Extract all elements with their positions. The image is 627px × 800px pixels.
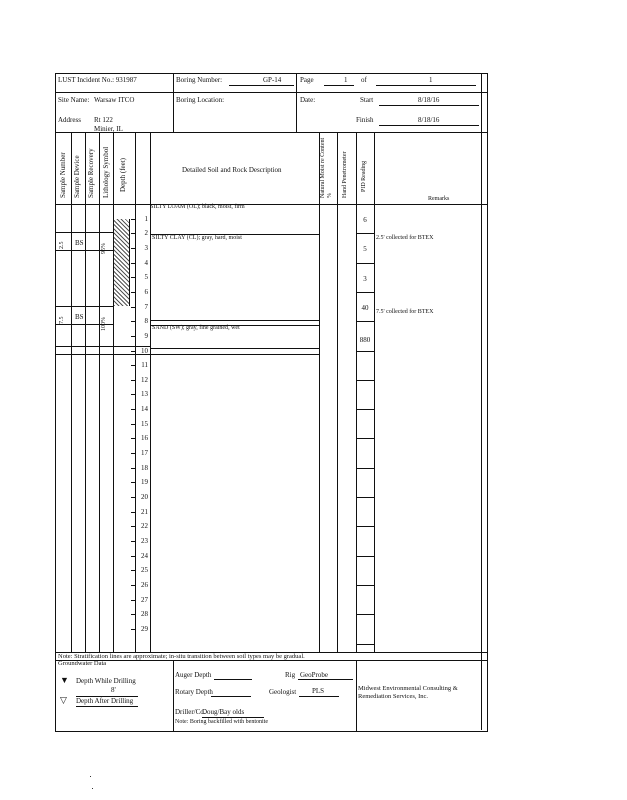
- pid-row-line: [356, 292, 374, 293]
- depth-number: 28: [141, 610, 148, 619]
- depth-tick: [131, 365, 135, 366]
- sample-zone-bottom-2: [56, 354, 150, 355]
- depth-tick: [131, 453, 135, 454]
- depth-number: 23: [141, 536, 148, 545]
- depth-while-drilling-value: 8': [111, 686, 116, 694]
- depth-number: 18: [141, 463, 148, 472]
- depth-number: 1: [144, 214, 148, 223]
- geologist-underline: [299, 696, 339, 697]
- geologist-label: Geologist: [269, 688, 297, 696]
- page-underline: [324, 85, 354, 86]
- boring-number: GP-14: [263, 76, 282, 84]
- pid-row-line: [356, 409, 374, 410]
- pid-row-line: [356, 614, 374, 615]
- site-name: Warsaw ITCO: [94, 96, 135, 104]
- boring-location-label: Boring Location:: [176, 96, 225, 104]
- depth-number: 8: [144, 317, 148, 326]
- boring-backfill-note: Note: Boring backfilled with bentonite: [175, 719, 268, 725]
- depth-number: 16: [141, 434, 148, 443]
- depth-number: 10: [141, 346, 148, 355]
- depth-number: 12: [141, 375, 148, 384]
- pid-row-line: [356, 380, 374, 381]
- depth-number: 17: [141, 449, 148, 458]
- depth-number: 21: [141, 507, 148, 516]
- depth-while-drilling-label: Depth While Drilling: [76, 677, 136, 685]
- depth-tick: [131, 556, 135, 557]
- layer-3-description: SAND (SW); gray, fine grained, wet: [152, 325, 240, 331]
- depth-after-drilling-label: Depth After Drilling: [76, 697, 134, 705]
- page-label: Page: [300, 76, 314, 84]
- page-edge-right: [481, 73, 482, 730]
- pid-row-line: [356, 263, 374, 264]
- pid-row-line: [356, 556, 374, 557]
- sample-1-top: [56, 232, 113, 233]
- pid-reading-header: PID Reading: [361, 160, 367, 192]
- depth-tick: [131, 614, 135, 615]
- lithology-hatch-edge: [129, 219, 130, 306]
- depth-tick: [131, 600, 135, 601]
- depth-number: 9: [144, 331, 148, 340]
- depth-number: 27: [141, 595, 148, 604]
- depth-number: 25: [141, 566, 148, 575]
- pid-row-line: [356, 438, 374, 439]
- depth-number: 14: [141, 405, 148, 414]
- column-header-bottom: [56, 204, 487, 205]
- pid-row-line: [356, 497, 374, 498]
- depth-tick: [131, 321, 135, 322]
- boring-log-sheet: [55, 73, 488, 732]
- sample-device-header: Sample Device: [73, 155, 81, 198]
- pid-row-line: [356, 585, 374, 586]
- auger-depth-label: Auger Depth: [175, 671, 212, 679]
- depth-tick: [131, 585, 135, 586]
- pid-row-line: [356, 468, 374, 469]
- col-div-7: [319, 132, 320, 652]
- pid-reading-4: 40: [361, 304, 369, 312]
- sample-2-recovery: 100%: [101, 317, 107, 331]
- pid-reading-2: 5: [363, 245, 367, 253]
- sample-1-device: BS: [75, 239, 84, 247]
- sample-2-top: [56, 306, 113, 307]
- depth-tick: [131, 526, 135, 527]
- depth-number: 20: [141, 493, 148, 501]
- description-header: Detailed Soil and Rock Description: [182, 166, 282, 174]
- finish-date: 8/18/16: [418, 116, 440, 124]
- col-div-8: [337, 132, 338, 652]
- rig-value: GeoProbe: [300, 671, 328, 679]
- rotary-depth-label: Rotary Depth: [175, 688, 213, 696]
- depth-tick: [131, 277, 135, 278]
- header-vline-2: [296, 74, 297, 132]
- layer-2-description: SILTY CLAY (CL); gray, hard, moist: [152, 235, 242, 241]
- depth-tick: [131, 424, 135, 425]
- stratification-note: Note: Stratification lines are approximate; in-situ transition between soil types may be gradual.: [58, 653, 305, 660]
- sample-2-bottom: [56, 324, 113, 325]
- depth-tick: [131, 351, 135, 352]
- start-date: 8/18/16: [418, 96, 440, 104]
- pid-row-line: [356, 321, 374, 322]
- boring-number-label: Boring Number:: [176, 76, 223, 84]
- hand-penetrometer-header: Hand Penetrometer: [342, 151, 348, 198]
- col-div-4: [113, 132, 114, 652]
- depth-after-drilling-underline: [76, 706, 138, 707]
- remark-1: 2.5' collected for BTEX: [376, 235, 434, 241]
- sample-1-bottom: [56, 250, 113, 251]
- pid-row-line: [356, 233, 374, 234]
- depth-tick: [131, 380, 135, 381]
- sample-number-header: Sample Number: [59, 152, 67, 198]
- depth-tick: [131, 336, 135, 337]
- company-name: Midwest Environmental Consulting & Remediation Services, Inc.: [358, 685, 458, 700]
- footer-vline-2: [356, 660, 357, 731]
- layer-1-description: SILTY LOAM (OL); black, moist, firm: [150, 204, 245, 210]
- layer-2-boundary: [150, 320, 319, 321]
- depth-tick: [131, 292, 135, 293]
- natural-moisture-header: Natural Moist re Content %: [320, 137, 333, 198]
- header-vline-1: [173, 74, 174, 132]
- depth-number: 3: [144, 243, 148, 252]
- start-label: Start: [360, 96, 374, 104]
- lithology-symbol-header: Lithology Symbol: [102, 146, 110, 198]
- depth-tick: [131, 468, 135, 469]
- depth-number: 15: [141, 419, 148, 428]
- col-div-10: [374, 132, 375, 652]
- rig-label: Rig: [285, 671, 296, 679]
- footer-divider: [56, 660, 487, 661]
- header-divider-1: [56, 92, 487, 93]
- depth-number: 29: [141, 624, 148, 633]
- depth-tick: [131, 263, 135, 264]
- depth-number: 24: [141, 551, 148, 560]
- date-label: Date:: [300, 96, 316, 104]
- depth-tick: [131, 629, 135, 630]
- layer-3-boundary: [150, 348, 319, 349]
- depth-tick: [131, 570, 135, 571]
- depth-number: 2: [144, 229, 148, 238]
- depth-number: 22: [141, 522, 148, 531]
- page-total-underline: [376, 85, 476, 86]
- depth-tick: [131, 438, 135, 439]
- depth-tick: [131, 512, 135, 513]
- stray-mark-2: [92, 788, 93, 789]
- depth-number: 13: [141, 390, 148, 399]
- stray-mark-1: [90, 776, 91, 777]
- water-outline-arrow-icon: ▽: [60, 695, 67, 705]
- depth-number: 6: [144, 287, 148, 296]
- auger-depth-underline: [214, 679, 252, 680]
- depth-tick: [131, 307, 135, 308]
- depth-tick: [131, 394, 135, 395]
- depth-number: 4: [144, 258, 148, 267]
- depth-tick: [131, 248, 135, 249]
- sample-2-number: 7.5: [59, 316, 65, 324]
- pid-reading-5: 880: [359, 336, 371, 344]
- pid-row-line: [356, 351, 374, 352]
- depth-tick: [131, 219, 135, 220]
- col-div-9: [356, 132, 357, 652]
- depth-number: 26: [141, 580, 148, 589]
- sample-1-recovery: 95%: [101, 243, 107, 254]
- depth-number: 19: [141, 478, 148, 487]
- layer-3-boundary-2: [150, 354, 319, 355]
- depth-tick: [131, 497, 135, 498]
- depth-tick: [131, 233, 135, 234]
- driller-label: Driller/Co.: [175, 708, 206, 716]
- incident-label: LUST Incident No.: 931987: [58, 76, 137, 84]
- finish-underline: [379, 125, 479, 126]
- sample-1-number: 2.5: [59, 241, 65, 249]
- sample-zone-bottom: [56, 346, 150, 347]
- col-div-6: [150, 132, 151, 652]
- col-div-2: [85, 132, 86, 652]
- pid-row-line: [356, 644, 374, 645]
- depth-tick: [131, 541, 135, 542]
- of-label: of: [361, 76, 367, 84]
- rotary-depth-underline: [211, 696, 251, 697]
- col-div-1: [71, 132, 72, 652]
- geologist-value: PLS: [312, 687, 325, 695]
- start-underline: [379, 105, 479, 106]
- water-down-arrow-icon: ▼: [60, 675, 69, 685]
- page-number: 1: [344, 76, 348, 84]
- address-label: Address: [58, 116, 81, 124]
- sample-recovery-header: Sample Recovery: [87, 148, 95, 198]
- depth-tick: [131, 482, 135, 483]
- remark-2: 7.5' collected for BTEX: [376, 309, 434, 315]
- col-div-3: [99, 132, 100, 652]
- site-name-label: Site Name:: [58, 96, 90, 104]
- footer-vline-1: [173, 660, 174, 731]
- pid-row-line: [356, 526, 374, 527]
- depth-tick: [131, 409, 135, 410]
- depth-number: 5: [144, 273, 148, 282]
- depth-number: 7: [144, 302, 148, 311]
- depth-number: 11: [141, 361, 148, 370]
- pid-reading-1: 6: [363, 216, 367, 224]
- pid-reading-3: 3: [363, 275, 367, 283]
- page-total: 1: [429, 76, 433, 84]
- address-line2: Minier, IL: [94, 125, 123, 133]
- lithology-hatch-silty-clay: [114, 219, 129, 306]
- remarks-header: Remarks: [428, 196, 450, 202]
- driller-value: Doug/Bay olds: [202, 708, 245, 716]
- address-line1: Rt 122: [94, 116, 113, 124]
- boring-number-underline: [229, 85, 294, 86]
- groundwater-label: Groundwater Data: [58, 660, 107, 667]
- finish-label: Finish: [356, 116, 374, 124]
- depth-header: Depth (feet): [119, 157, 127, 192]
- sample-2-device: BS: [75, 313, 84, 321]
